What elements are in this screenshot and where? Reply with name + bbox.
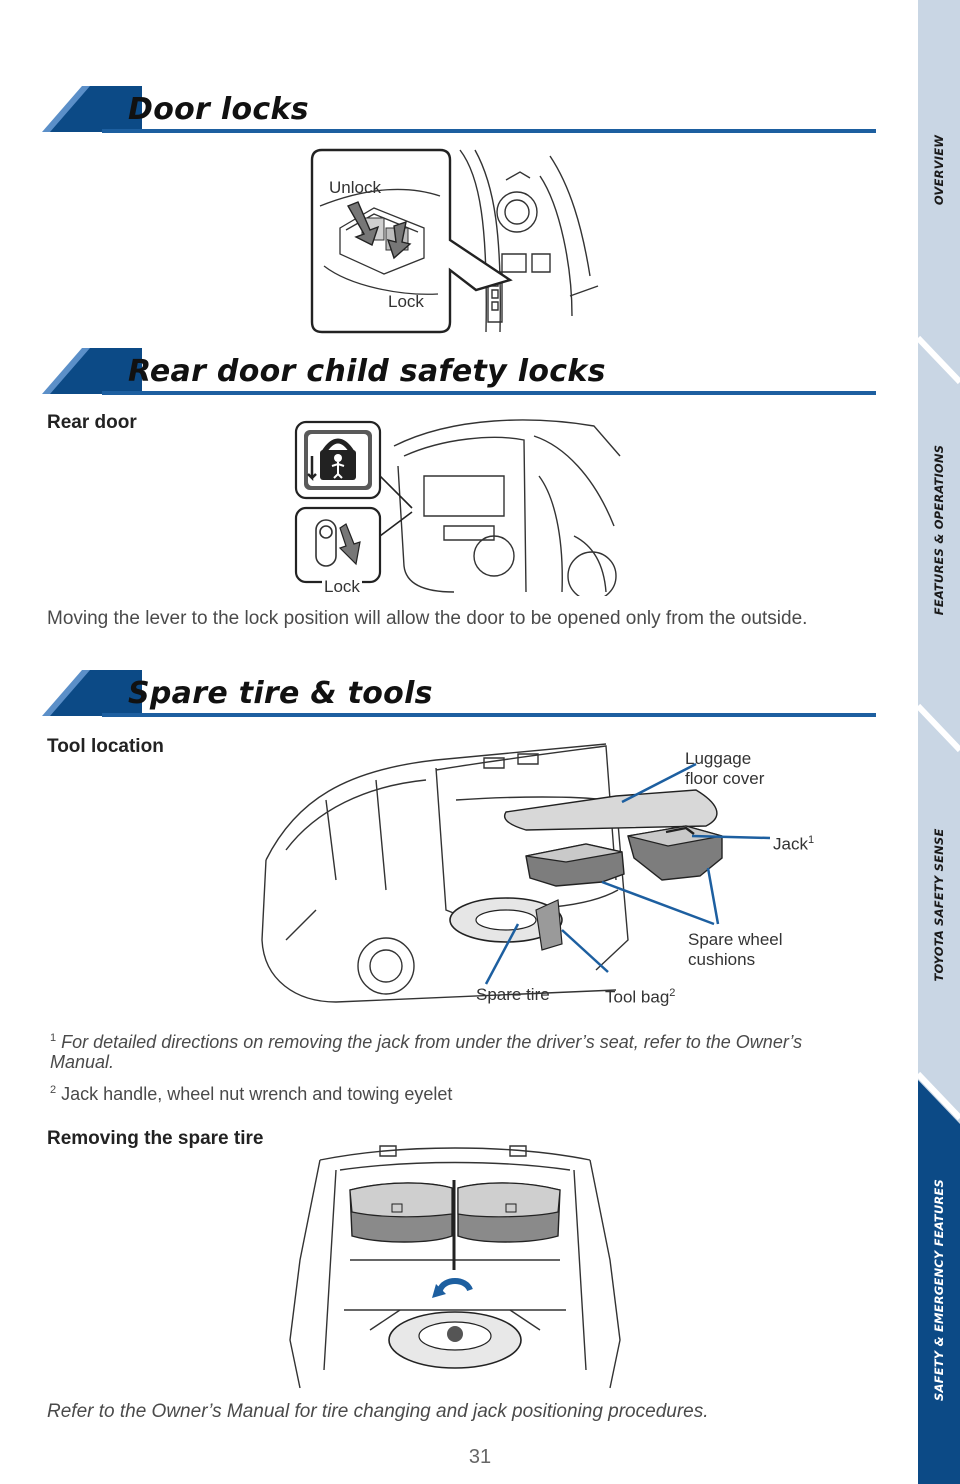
page-number: 31 <box>468 1446 492 1468</box>
nav-tab-label: OVERVIEW <box>932 134 946 206</box>
jack-label <box>773 830 814 855</box>
footnote-1-number: 1 <box>50 1032 57 1044</box>
cushions-line2: cushions <box>688 950 756 969</box>
tool-bag-label <box>605 983 675 1008</box>
child-lock-label: Lock <box>324 577 360 596</box>
section-title: Rear door child safety locks <box>128 354 606 389</box>
subhead-tool-location: Tool location <box>47 736 164 757</box>
nav-tab-overview[interactable] <box>918 20 960 320</box>
subhead-rear-door: Rear door <box>47 412 137 433</box>
tool-bag-sup: 2 <box>669 987 676 999</box>
section-tab-graphic <box>42 348 142 394</box>
footnote-1 <box>50 1028 870 1072</box>
section-header-spare-tire <box>42 670 876 720</box>
side-navigation <box>918 0 960 1484</box>
footnote-2-text: Jack handle, wheel nut wrench and towing eyelet <box>61 1084 453 1104</box>
cushions-line1: Spare wheel <box>688 930 783 949</box>
section-header-door-locks <box>42 86 876 136</box>
section-tab-graphic <box>42 670 142 716</box>
section-rule <box>102 129 876 133</box>
removing-spare-tire-illustration <box>280 1140 630 1390</box>
footnote-2-number: 2 <box>50 1084 57 1096</box>
section-rule <box>102 391 876 395</box>
spare-wheel-cushions-label <box>688 930 783 970</box>
section-title: Door locks <box>128 92 309 127</box>
section-title: Spare tire & tools <box>128 676 433 711</box>
nav-tab-label: SAFETY & EMERGENCY FEATURES <box>932 1179 946 1401</box>
section-header-child-locks <box>42 348 876 398</box>
child-lock-illustration <box>294 416 624 596</box>
lock-label: Lock <box>388 292 424 311</box>
subhead-removing-spare-tire: Removing the spare tire <box>47 1128 264 1149</box>
nav-tab-label: TOYOTA SAFETY SENSE <box>932 828 946 982</box>
door-lock-illustration <box>310 146 602 336</box>
luggage-line1: Luggage <box>685 749 752 768</box>
footnote-1-text: For detailed directions on removing the jack from under the driver’s seat, refer to the Owner’s Manual. <box>50 1032 803 1072</box>
footnote-2 <box>50 1080 870 1104</box>
luggage-line2: floor cover <box>685 769 765 788</box>
nav-tab-label: FEATURES & OPERATIONS <box>932 444 946 616</box>
luggage-floor-cover-label <box>685 749 764 789</box>
child-lock-description: Moving the lever to the lock position will allow the door to be opened only from the outside. <box>47 608 808 629</box>
section-rule <box>102 713 876 717</box>
nav-tab-toyota-safety-sense[interactable] <box>918 740 960 1070</box>
closing-note: Refer to the Owner’s Manual for tire changing and jack positioning procedures. <box>47 1401 709 1422</box>
unlock-label: Unlock <box>329 178 381 197</box>
spare-tire-label: Spare tire <box>476 985 550 1004</box>
nav-tab-safety-emergency[interactable] <box>918 1120 960 1460</box>
tool-bag-text: Tool bag <box>605 987 670 1007</box>
jack-text: Jack <box>773 834 808 854</box>
section-tab-graphic <box>42 86 142 132</box>
jack-sup: 1 <box>807 834 815 846</box>
nav-tab-features-operations[interactable] <box>918 370 960 690</box>
